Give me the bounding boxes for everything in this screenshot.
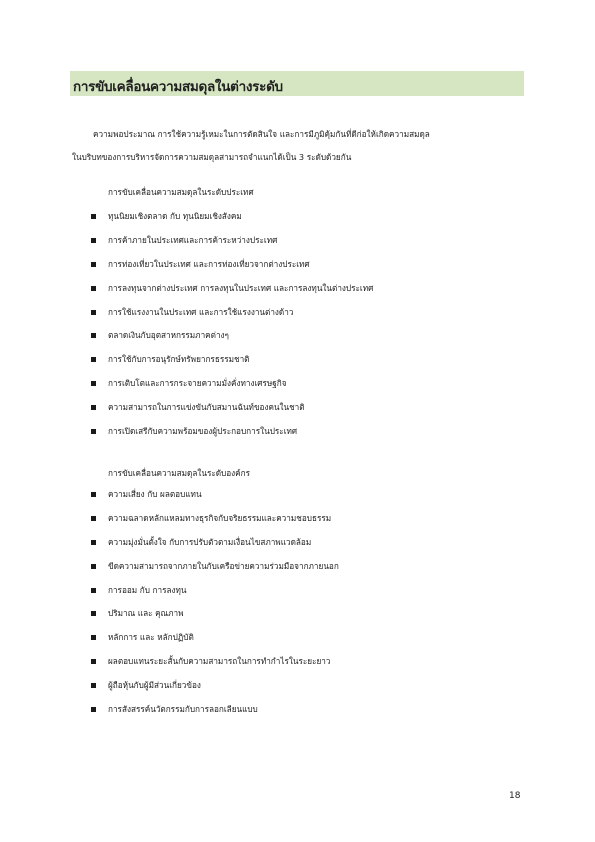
organization-level-list — [91, 483, 339, 721]
national-level-list — [91, 205, 373, 443]
list-item — [91, 554, 339, 578]
bullet-square-icon — [91, 611, 96, 616]
bullet-square-icon — [91, 333, 96, 338]
list-item — [91, 602, 339, 626]
list-item — [91, 395, 373, 419]
bullet-square-icon — [91, 707, 96, 712]
list-item — [91, 483, 339, 507]
list-item — [91, 531, 339, 555]
list-item-text: ทุนนิยมเชิงตลาด กับ ทุนนิยมเชิงสังคม — [108, 211, 242, 222]
list-item-text: ขีดความสามารถจากภายในกับเครือข่ายความร่วมมือจากภายนอก — [108, 560, 339, 571]
bullet-square-icon — [91, 564, 96, 569]
list-item-text: หลักการ และ หลักปฏิบัติ — [108, 632, 194, 643]
bullet-square-icon — [91, 310, 96, 315]
list-item-text: ความเสี่ยง กับ ผลตอบแทน — [108, 489, 202, 500]
list-item — [91, 697, 339, 721]
list-item-text: ตลาดเงินกับอุตสาหกรรมภาคต่างๆ — [108, 330, 229, 341]
list-item-text: การค้าภายในประเทศและการค้าระหว่างประเทศ — [108, 235, 278, 246]
bullet-square-icon — [91, 516, 96, 521]
section-title: การขับเคลื่อนความสมดุลในต่างระดับ — [73, 79, 283, 95]
list-item — [91, 419, 373, 443]
intro-line-1: ความพอประมาณ การใช้ความรู้เหมะในการตัดสินใจ และการมีภูมิคุ้มกันที่ดีก่อให้เกิดความสมดุล — [93, 129, 430, 139]
list-item-text: ความฉลาดหลักแหลมทางธุรกิจกับจริยธรรมและความชอบธรรม — [108, 513, 332, 524]
intro-paragraph — [72, 123, 532, 169]
list-item — [91, 626, 339, 650]
list-item — [91, 276, 373, 300]
bullet-square-icon — [91, 381, 96, 386]
bullet-square-icon — [91, 588, 96, 593]
list-item — [91, 324, 373, 348]
bullet-square-icon — [91, 540, 96, 545]
list-item-text: การออม กับ การลงทุน — [108, 584, 187, 595]
list-item-text: การท่องเที่ยวในประเทศ และการท่องเที่ยวจากต่างประเทศ — [108, 258, 310, 269]
bullet-square-icon — [91, 635, 96, 640]
list-item — [91, 300, 373, 324]
bullet-square-icon — [91, 492, 96, 497]
bullet-square-icon — [91, 683, 96, 688]
list-item-text: ความสามารถในการแข่งขันกับสมานฉันท์ของคนในชาติ — [108, 401, 305, 412]
list-item — [91, 229, 373, 253]
list-item-text: การเติบโตและการกระจายความมั่งคั่งทางเศรษฐกิจ — [108, 377, 287, 388]
list-item-text: ความมุ่งมั่นตั้งใจ กับการปรับตัวตามเงื่อนไขสภาพแวดล้อม — [108, 536, 312, 547]
list-item-text: ผู้ถือหุ้นกับผู้มีส่วนเกี่ยวข้อง — [108, 679, 201, 690]
bullet-square-icon — [91, 659, 96, 664]
list-item-text: ผลตอบแทนระยะสั้นกับความสามารถในการทำกำไรในระยะยาว — [108, 655, 331, 666]
section-title-bar — [70, 71, 524, 96]
list-item-text: การใช้แรงงานในประเทศ และการใช้แรงงานต่างด้าว — [108, 306, 294, 317]
list-item-text: การเปิดเสรีกับความพร้อมของผู้ประกอบการในประเทศ — [108, 425, 298, 436]
list-item — [91, 372, 373, 396]
list-item-text: การใช้กับการอนุรักษ์ทรัพยากรธรรมชาติ — [108, 354, 250, 365]
page-number: 18 — [509, 791, 521, 801]
national-level-heading: การขับเคลื่อนความสมดุลในระดับประเทศ — [108, 187, 254, 197]
list-item-text: การสังสรรค์นวัตกรรมกับการลอกเลียนแบบ — [108, 703, 258, 714]
bullet-square-icon — [91, 238, 96, 243]
organization-level-heading: การขับเคลื่อนความสมดุลในระดับองค์กร — [108, 468, 251, 478]
list-item-text: ปริมาณ และ คุณภาพ — [108, 608, 184, 619]
list-item — [91, 578, 339, 602]
bullet-square-icon — [91, 357, 96, 362]
list-item — [91, 253, 373, 277]
list-item-text: การลงทุนจากต่างประเทศ การลงทุนในประเทศ และการลงทุนในต่างประเทศ — [108, 282, 374, 293]
list-item — [91, 507, 339, 531]
list-item — [91, 673, 339, 697]
bullet-square-icon — [91, 262, 96, 267]
bullet-square-icon — [91, 405, 96, 410]
list-item — [91, 205, 373, 229]
bullet-square-icon — [91, 286, 96, 291]
bullet-square-icon — [91, 214, 96, 219]
bullet-square-icon — [91, 429, 96, 434]
intro-line-2: ในบริบทของการบริหารจัดการความสมดุลสามารถจำแนกได้เป็น 3 ระดับด้วยกัน — [72, 152, 352, 162]
list-item — [91, 348, 373, 372]
list-item — [91, 650, 339, 674]
